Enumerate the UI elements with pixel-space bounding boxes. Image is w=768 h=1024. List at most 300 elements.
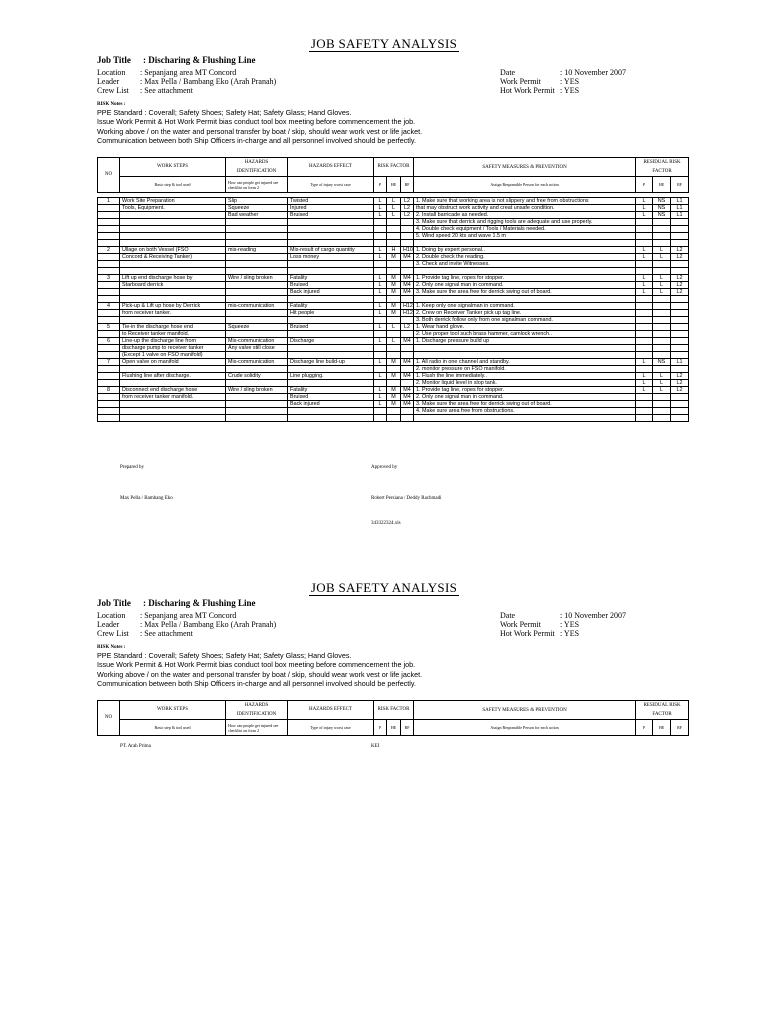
residual-rf: L1 <box>671 198 689 205</box>
hazard <box>226 289 288 296</box>
hazard-effect: Bruised <box>288 324 374 331</box>
sub-p: P <box>374 177 387 193</box>
residual-p <box>636 324 653 331</box>
risk-note-line: Issue Work Permit & Hot Work Permit bias conduct tool box meeting before commencement the job. <box>97 117 416 127</box>
sub-effect: Type of injury worst case <box>288 720 374 736</box>
table-row <box>98 310 689 317</box>
row-no <box>98 296 120 303</box>
work-step: Concord & Receiving Tanker) <box>120 254 226 261</box>
hazard-effect: Discharge line build-up <box>288 359 374 366</box>
safety-measure: 4. Make sure area free from obstructions. <box>414 408 636 415</box>
risk-he: M <box>387 387 401 394</box>
row-no <box>98 254 120 261</box>
safety-measure: 1. Discharge pressure build up <box>414 338 636 345</box>
risk-note-line: PPE Standard : Coverall; Safety Shoes; Safety Hat; Safety Glass; Hand Gloves. <box>97 651 352 660</box>
safety-measure: 2. Double check the reading. <box>414 254 636 261</box>
hazard-effect: Discharge <box>288 338 374 345</box>
col-residual-header: RESIDUAL RISK FACTOR <box>636 701 689 720</box>
hazard-effect <box>288 408 374 415</box>
hazard-effect: Hit people <box>288 310 374 317</box>
hazard <box>226 352 288 359</box>
work-step: from receiver tanker. <box>120 310 226 317</box>
risk-p: L <box>374 289 387 296</box>
table-row <box>98 303 689 310</box>
table-row <box>98 331 689 338</box>
risk-p: L <box>374 282 387 289</box>
hazard: Mis-communication <box>226 359 288 366</box>
risk-he <box>387 233 401 240</box>
location-label: Location <box>97 68 126 77</box>
residual-p <box>636 338 653 345</box>
work-permit-label: Work Permit <box>500 620 541 629</box>
residual-rf <box>671 240 689 247</box>
sub-effect: Type of injury worst case <box>288 177 374 193</box>
risk-rf <box>401 415 414 422</box>
residual-rf <box>671 401 689 408</box>
work-step <box>120 219 226 226</box>
row-no: 7 <box>98 359 120 366</box>
residual-p: L <box>636 380 653 387</box>
residual-rf <box>671 415 689 422</box>
residual-p: L <box>636 359 653 366</box>
residual-p <box>636 303 653 310</box>
hazard-effect: Line plugging. <box>288 373 374 380</box>
work-step <box>120 401 226 408</box>
risk-p: L <box>374 401 387 408</box>
prepared-by-label: Prepared by <box>120 465 145 470</box>
residual-he <box>653 331 671 338</box>
sub-measures: Assign Responsible Person for each action <box>414 720 636 736</box>
work-step: Line-up the discharge line from <box>120 338 226 345</box>
table-header-row <box>98 701 689 720</box>
risk-he: L <box>387 198 401 205</box>
safety-measure <box>414 352 636 359</box>
risk-rf: M4 <box>401 338 414 345</box>
table-row <box>98 233 689 240</box>
hot-work-value: : YES <box>560 86 580 95</box>
residual-p <box>636 331 653 338</box>
table-subheader-row <box>98 720 689 736</box>
residual-he: NS <box>653 359 671 366</box>
residual-rf <box>671 261 689 268</box>
hazard-effect <box>288 240 374 247</box>
row-no: 4 <box>98 303 120 310</box>
risk-rf <box>401 261 414 268</box>
residual-rf: L2 <box>671 275 689 282</box>
risk-he: L <box>387 212 401 219</box>
sub-he: HE <box>387 177 401 193</box>
row-no <box>98 415 120 422</box>
hazard <box>226 254 288 261</box>
risk-note-line: Communication between both Ship Officers in-charge and all personnel involved should be perfectly. <box>97 679 416 689</box>
risk-he: M <box>387 289 401 296</box>
residual-p: L <box>636 247 653 254</box>
residual-rf <box>671 219 689 226</box>
risk-he: M <box>387 310 401 317</box>
table-row <box>98 359 689 366</box>
row-no <box>98 282 120 289</box>
sub-res-p: P <box>636 177 653 193</box>
sub-hazards: How can people get injured see checklist on form 2 <box>226 720 288 736</box>
residual-rf <box>671 408 689 415</box>
risk-rf <box>401 219 414 226</box>
table-row <box>98 240 689 247</box>
table-row <box>98 212 689 219</box>
sub-res-rf: RF <box>671 177 689 193</box>
hazard: Crude solidity <box>226 373 288 380</box>
work-permit-value: : YES <box>560 77 580 86</box>
risk-note-line: PPE Standard : Coverall; Safety Shoes; Safety Hat; Safety Glass; Hand Gloves. <box>97 108 352 117</box>
hazard <box>226 317 288 324</box>
safety-measure <box>414 345 636 352</box>
risk-note-line: Issue Work Permit & Hot Work Permit bias conduct tool box meeting before commencement the job. <box>97 660 416 670</box>
row-no <box>98 212 120 219</box>
table-row <box>98 415 689 422</box>
residual-rf <box>671 324 689 331</box>
work-step <box>120 317 226 324</box>
residual-he <box>653 310 671 317</box>
hazard-effect: Injured <box>288 205 374 212</box>
safety-measure: 2. Install barricade as needed. <box>414 212 636 219</box>
work-step <box>120 296 226 303</box>
work-step <box>120 212 226 219</box>
company-right: KEI <box>371 744 380 749</box>
risk-he: L <box>387 205 401 212</box>
risk-rf <box>401 296 414 303</box>
hazard: Squeeze <box>226 205 288 212</box>
risk-notes <box>97 101 422 146</box>
residual-p: L <box>636 205 653 212</box>
residual-he <box>653 296 671 303</box>
row-no <box>98 317 120 324</box>
risk-rf <box>401 317 414 324</box>
hazard-effect: Bruised <box>288 394 374 401</box>
risk-p: L <box>374 247 387 254</box>
hazard <box>226 401 288 408</box>
risk-p: L <box>374 254 387 261</box>
residual-he: L <box>653 282 671 289</box>
residual-he <box>653 345 671 352</box>
hazard <box>226 226 288 233</box>
hazard-effect: Fatality <box>288 303 374 310</box>
risk-rf <box>401 331 414 338</box>
safety-measure: 1. Wear hand glove. <box>414 324 636 331</box>
risk-he: M <box>387 254 401 261</box>
risk-he: M <box>387 275 401 282</box>
risk-rf: M4 <box>401 275 414 282</box>
risk-p: L <box>374 205 387 212</box>
risk-p <box>374 345 387 352</box>
hazard-effect: Fatality <box>288 275 374 282</box>
risk-he: H <box>387 247 401 254</box>
residual-p <box>636 219 653 226</box>
work-step: Open valve on manifold <box>120 359 226 366</box>
work-step: Pick-up & Lift up hose by Derrick <box>120 303 226 310</box>
safety-measure <box>414 415 636 422</box>
sub-hazards: How can people get injured see checklist on form 2 <box>226 177 288 193</box>
safety-measure: 2. Only one signal man in command. <box>414 282 636 289</box>
hazard-effect: Loss money <box>288 254 374 261</box>
hazard-effect: Twisted <box>288 198 374 205</box>
residual-rf <box>671 226 689 233</box>
date-value: : 10 November 2007 <box>560 68 626 77</box>
residual-he <box>653 226 671 233</box>
risk-rf <box>401 226 414 233</box>
work-step <box>120 226 226 233</box>
crew-value: : See attachment <box>140 86 193 95</box>
table-row <box>98 366 689 373</box>
risk-he <box>387 226 401 233</box>
row-no <box>98 408 120 415</box>
hazard <box>226 394 288 401</box>
residual-he: L <box>653 387 671 394</box>
table-row <box>98 268 689 275</box>
risk-he <box>387 261 401 268</box>
leader-value: : Max Pella / Bambang Eko (Arah Pranah) <box>140 620 277 629</box>
sub-res-rf: RF <box>671 720 689 736</box>
table-row <box>98 345 689 352</box>
residual-p: L <box>636 289 653 296</box>
row-no <box>98 373 120 380</box>
hazard-effect <box>288 345 374 352</box>
table-row <box>98 205 689 212</box>
date-label: Date <box>500 68 516 77</box>
risk-rf <box>401 268 414 275</box>
table-row <box>98 282 689 289</box>
risk-he <box>387 380 401 387</box>
residual-he <box>653 317 671 324</box>
job-title-value: : Discharing & Flushing Line <box>143 55 256 65</box>
row-no: 3 <box>98 275 120 282</box>
hazard-effect <box>288 219 374 226</box>
residual-rf <box>671 268 689 275</box>
sub-res-he: HE <box>653 720 671 736</box>
location-value: : Sepanjang area MT Concord <box>140 68 237 77</box>
work-step: Lift up end discharge hose by <box>120 275 226 282</box>
table-row <box>98 338 689 345</box>
col-hazards-header: HAZARDS IDENTIFICATION <box>226 701 288 720</box>
col-steps-header: WORK STEPS <box>120 701 226 720</box>
row-no: 2 <box>98 247 120 254</box>
residual-p <box>636 268 653 275</box>
safety-measure: 4. Double check equipment / Tools / Materials needed. <box>414 226 636 233</box>
residual-he: NS <box>653 205 671 212</box>
residual-p: L <box>636 275 653 282</box>
work-step <box>120 415 226 422</box>
approved-by-name: Robert Persiana / Deddy Rachmadi <box>371 496 442 501</box>
residual-rf <box>671 317 689 324</box>
risk-he <box>387 331 401 338</box>
hazard <box>226 331 288 338</box>
risk-note-line: Working above / on the water and personal transfer by boat / skip, should wear work vest or life jacket. <box>97 669 423 679</box>
risk-p: L <box>374 198 387 205</box>
hazard: mis-reading <box>226 247 288 254</box>
hazard-effect <box>288 261 374 268</box>
residual-p <box>636 296 653 303</box>
risk-p <box>374 268 387 275</box>
risk-he <box>387 240 401 247</box>
residual-rf <box>671 366 689 373</box>
safety-measure: 3. Check and invite Witnesses. <box>414 261 636 268</box>
safety-measure: 2. Use proper tool such brass hammer, camlock wrench.. <box>414 331 636 338</box>
work-step: Tools, Equipment. <box>120 205 226 212</box>
row-no <box>98 352 120 359</box>
row-no: 1 <box>98 198 120 205</box>
risk-rf: L2 <box>401 212 414 219</box>
work-step <box>120 408 226 415</box>
hazard-effect <box>288 268 374 275</box>
risk-rf <box>401 366 414 373</box>
row-no <box>98 240 120 247</box>
residual-p <box>636 415 653 422</box>
risk-p: L <box>374 275 387 282</box>
hazard: Wire / sling broken <box>226 387 288 394</box>
hazard-effect <box>288 317 374 324</box>
work-step: Flushing line after discharge. <box>120 373 226 380</box>
risk-he <box>387 268 401 275</box>
work-step: Disconnect end discharge hose <box>120 387 226 394</box>
hazard-effect: Back injured <box>288 401 374 408</box>
residual-he <box>653 233 671 240</box>
residual-rf <box>671 310 689 317</box>
leader-value: : Max Pella / Bambang Eko (Arah Pranah) <box>140 77 277 86</box>
risk-p <box>374 296 387 303</box>
risk-p <box>374 233 387 240</box>
hazard: Bad weather <box>226 212 288 219</box>
work-step: Starboard derrick <box>120 282 226 289</box>
hazard-effect <box>288 352 374 359</box>
residual-he: L <box>653 254 671 261</box>
risk-rf <box>401 408 414 415</box>
hazard: Any valve still close <box>226 345 288 352</box>
residual-he <box>653 324 671 331</box>
risk-rf: M4 <box>401 373 414 380</box>
risk-he: L <box>387 338 401 345</box>
risk-p: L <box>374 212 387 219</box>
risk-p: L <box>374 359 387 366</box>
residual-rf <box>671 394 689 401</box>
hazard-effect <box>288 331 374 338</box>
safety-measure <box>414 240 636 247</box>
risk-rf: M4 <box>401 359 414 366</box>
risk-p: L <box>374 338 387 345</box>
sub-measures: Assign Responsible Person for each action <box>414 177 636 193</box>
residual-p <box>636 233 653 240</box>
residual-he <box>653 415 671 422</box>
residual-p: L <box>636 387 653 394</box>
hazard-effect: Fatality <box>288 387 374 394</box>
risk-rf <box>401 345 414 352</box>
residual-he <box>653 219 671 226</box>
risk-he: M <box>387 282 401 289</box>
residual-he: NS <box>653 212 671 219</box>
row-no <box>98 205 120 212</box>
row-no <box>98 345 120 352</box>
crew-value: : See attachment <box>140 629 193 638</box>
residual-rf <box>671 345 689 352</box>
table-row <box>98 198 689 205</box>
residual-rf: L2 <box>671 247 689 254</box>
safety-measure: 1. Provide tag line, ropes for stopper. <box>414 387 636 394</box>
hazard-effect <box>288 415 374 422</box>
safety-measure: that may obstruct work activity and creat unsafe condition. <box>414 205 636 212</box>
hazard <box>226 310 288 317</box>
residual-he <box>653 394 671 401</box>
hazard: Mis-communication <box>226 338 288 345</box>
risk-rf <box>401 240 414 247</box>
residual-he <box>653 261 671 268</box>
work-step: Work Site Preparation <box>120 198 226 205</box>
residual-rf: L2 <box>671 380 689 387</box>
hazard <box>226 268 288 275</box>
residual-rf: L2 <box>671 373 689 380</box>
risk-note-line: Working above / on the water and personal transfer by boat / skip, should wear work vest or life jacket. <box>97 126 423 136</box>
date-label: Date <box>500 611 516 620</box>
date-value: : 10 November 2007 <box>560 611 626 620</box>
residual-he <box>653 268 671 275</box>
risk-p: L <box>374 324 387 331</box>
table-row <box>98 373 689 380</box>
residual-p <box>636 345 653 352</box>
hazard <box>226 282 288 289</box>
col-no-header: NO <box>98 158 120 193</box>
residual-p <box>636 408 653 415</box>
risk-p <box>374 226 387 233</box>
residual-p: L <box>636 212 653 219</box>
residual-he: L <box>653 289 671 296</box>
risk-he: M <box>387 401 401 408</box>
col-residual-header: RESIDUAL RISK FACTOR <box>636 158 689 177</box>
risk-p <box>374 240 387 247</box>
sub-he: HE <box>387 720 401 736</box>
risk-he: L <box>387 324 401 331</box>
safety-measure: 1. Provide tag line, ropes for stopper. <box>414 275 636 282</box>
work-step <box>120 366 226 373</box>
table-row <box>98 387 689 394</box>
work-step <box>120 240 226 247</box>
risk-p: L <box>374 394 387 401</box>
residual-he <box>653 401 671 408</box>
work-step <box>120 289 226 296</box>
risk-notes-label: RISK Notes : <box>97 645 126 650</box>
risk-notes-label: RISK Notes : <box>97 102 126 107</box>
risk-he <box>387 415 401 422</box>
sub-p: P <box>374 720 387 736</box>
job-title-value: : Discharing & Flushing Line <box>143 598 256 608</box>
table-row <box>98 275 689 282</box>
approved-by-label: Approved by <box>371 465 398 470</box>
hazard <box>226 408 288 415</box>
hazard-effect: Bruised <box>288 212 374 219</box>
work-step: Tie-in the discharge hose end <box>120 324 226 331</box>
work-permit-label: Work Permit <box>500 77 541 86</box>
risk-p <box>374 380 387 387</box>
table-row <box>98 317 689 324</box>
residual-he <box>653 352 671 359</box>
hot-work-label: Hot Work Permit <box>500 86 555 95</box>
risk-he: M <box>387 373 401 380</box>
safety-measure: 2. Only one signal man in command. <box>414 394 636 401</box>
risk-rf: H12 <box>401 310 414 317</box>
residual-he: NS <box>653 198 671 205</box>
risk-he <box>387 366 401 373</box>
risk-notes <box>97 644 422 689</box>
residual-p <box>636 352 653 359</box>
safety-measure <box>414 296 636 303</box>
hot-work-value: : YES <box>560 629 580 638</box>
hazard <box>226 240 288 247</box>
col-steps-header: WORK STEPS <box>120 158 226 177</box>
